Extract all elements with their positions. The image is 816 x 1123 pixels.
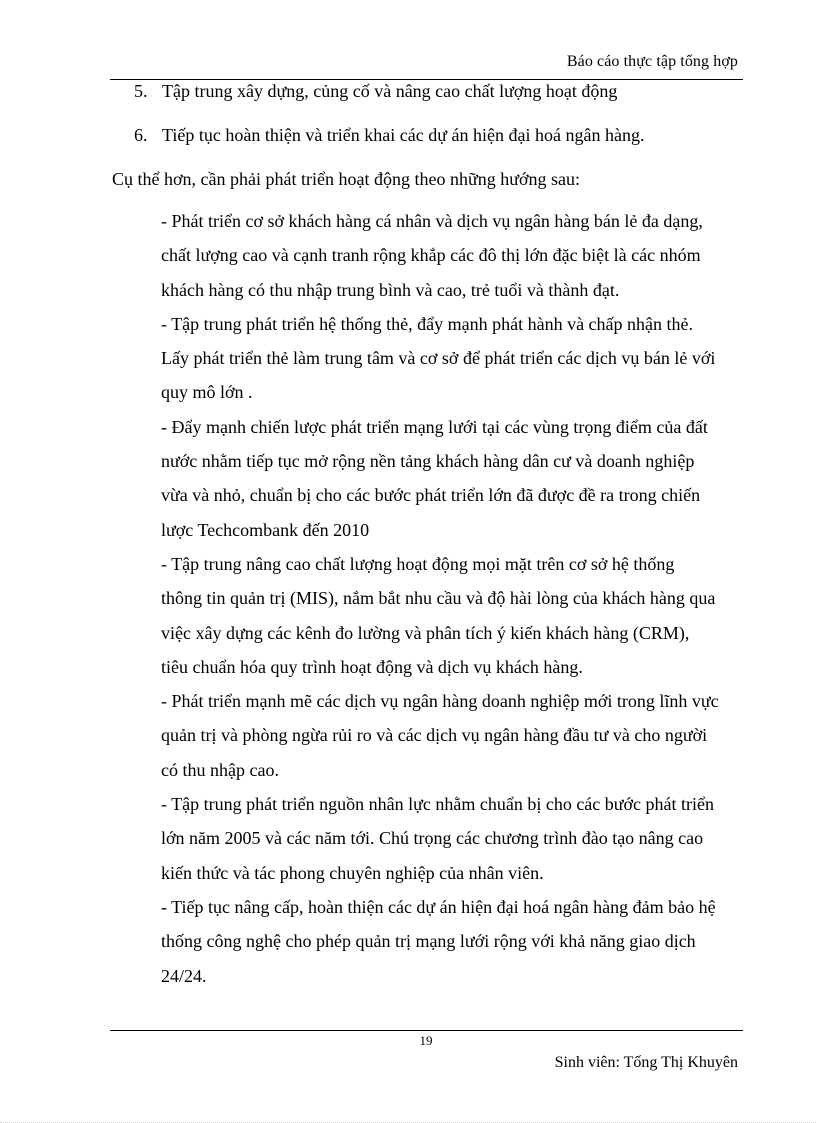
text-line: - Đẩy mạnh chiến lược phát triển mạng lưới tại các vùng trọng điểm của đất	[161, 416, 708, 437]
bullet-list	[161, 208, 746, 997]
text-line: việc xây dựng các kênh đo lường và phân tích ý kiến khách hàng (CRM),	[161, 622, 690, 643]
text-line: nước nhằm tiếp tục mở rộng nền tảng khách hàng dân cư và doanh nghiệp	[161, 451, 695, 472]
text-line: chất lượng cao và cạnh tranh rộng khắp các đô thị lớn đặc biệt là các nhóm	[161, 245, 701, 266]
text-line: Lấy phát triển thẻ làm trung tâm và cơ sở để phát triển các dịch vụ bán lẻ với	[161, 348, 716, 369]
header-rule	[110, 79, 743, 80]
footer-rule	[110, 1030, 743, 1031]
text-line: - Tập trung nâng cao chất lượng hoạt động mọi mặt trên cơ sở hệ thống	[161, 553, 675, 574]
footer-student-name: Sinh viên: Tống Thị Khuyên	[554, 1054, 738, 1071]
item-text: Tập trung xây dựng, củng cố và nâng cao chất lượng hoạt động	[162, 81, 618, 101]
item-number: 5.	[134, 81, 148, 101]
text-line: quản trị và phòng ngừa rủi ro và các dịch vụ ngân hàng đầu tư và cho người	[161, 725, 708, 746]
text-line: thống công nghệ cho phép quản trị mạng lưới rộng với khả năng giao dịch	[161, 931, 696, 952]
text-line: có thu nhập cao.	[161, 759, 279, 780]
item-number: 6.	[134, 125, 148, 145]
text-line: - Phát triển mạnh mẽ các dịch vụ ngân hàng doanh nghiệp mới trong lĩnh vực	[161, 691, 719, 712]
text-line: 24/24.	[161, 965, 207, 986]
numbered-item	[134, 81, 617, 102]
text-line: thông tin quản trị (MIS), nắm bắt nhu cầu và độ hài lòng của khách hàng qua	[161, 588, 716, 609]
item-text: Tiếp tục hoàn thiện và triển khai các dự án hiện đại hoá ngân hàng.	[162, 125, 645, 145]
text-line: - Tập trung phát triển nguồn nhân lực nhằm chuẩn bị cho các bước phát triển	[161, 794, 715, 815]
text-line: khách hàng có thu nhập trung bình và cao, trẻ tuổi và thành đạt.	[161, 279, 620, 300]
text-line: vừa và nhỏ, chuẩn bị cho các bước phát triển lớn đã được đề ra trong chiến	[161, 485, 701, 506]
text-line: - Tập trung phát triển hệ thống thẻ, đẩy mạnh phát hành và chấp nhận thẻ.	[161, 313, 694, 334]
intro-paragraph: Cụ thể hơn, cần phải phát triển hoạt động theo những hướng sau:	[112, 169, 580, 189]
text-line: lớn năm 2005 và các năm tới. Chú trọng các chương trình đào tạo nâng cao	[161, 828, 704, 849]
numbered-item	[134, 125, 644, 146]
text-line: lược Techcombank đến 2010	[161, 519, 370, 540]
text-line: quy mô lớn .	[161, 382, 253, 403]
text-line: - Phát triển cơ sở khách hàng cá nhân và dịch vụ ngân hàng bán lẻ đa dạng,	[161, 211, 703, 231]
page-number: 19	[419, 1033, 433, 1048]
text-line: kiến thức và tác phong chuyên nghiệp của nhân viên.	[161, 862, 544, 883]
text-line: tiêu chuẩn hóa quy trình hoạt động và dịch vụ khách hàng.	[161, 656, 583, 677]
text-line: - Tiếp tục nâng cấp, hoàn thiện các dự án hiện đại hoá ngân hàng đảm bảo hệ	[161, 896, 716, 917]
header-title: Báo cáo thực tập tổng hợp	[566, 53, 738, 70]
